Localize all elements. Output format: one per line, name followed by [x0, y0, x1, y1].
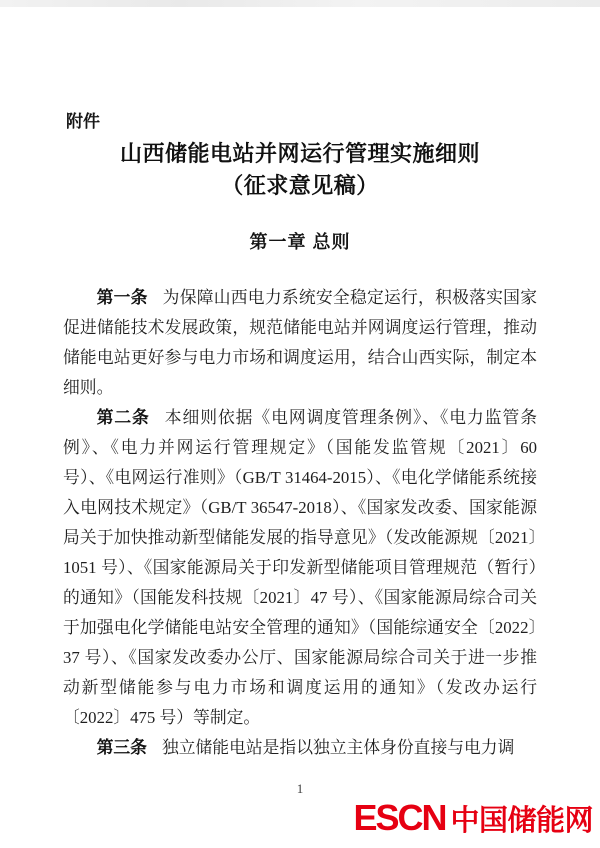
article-1-number: 第一条 — [96, 288, 148, 307]
page-number: 1 — [296, 781, 304, 796]
document-subtitle: （征求意见稿） — [221, 173, 379, 198]
paragraph-article-2 — [63, 403, 537, 733]
paragraph-article-3 — [63, 733, 537, 763]
scan-artifact-band — [0, 0, 600, 7]
attachment-label: 附件 — [66, 112, 100, 131]
article-1-text: 为保障山西电力系统安全稳定运行，积极落实国家促进储能技术发展政策，规范储能电站并网调度运行管理，推动储能电站更好参与电力市场和调度运用，结合山西实际，制定本细则。 — [63, 288, 537, 397]
document-title: 山西储能电站并网运行管理实施细则 — [119, 141, 480, 166]
escn-logo-latin: ESCN — [353, 797, 446, 838]
article-2-number: 第二条 — [96, 408, 150, 427]
article-2-text: 本细则依据《电网调度管理条例》、《电力监管条例》、《电力并网运行管理规定》（国能发监管规〔2021〕60 号）、《电网运行准则》（GB/T 31464-2015）、《电化学储能系统接入电网技术规定》（GB/T 36547-2018）、《国家发改委、国家能源局关于加快推动新型储能发展的指导意见》（发改能源规〔2021〕1051 号）、《国家能源局关于印发新型储能项目管理规范（暂行）的通知》（国能发科技规〔2021〕47 号）、《国家能源局综合司关于加强电化学储能电站安全管理的通知》（国能综通安全〔2022〕37 号）、《国家发改委办公厅、国家能源局综合司关于进一步推动新型储能参与电力市场和调度运用的通知》（发改办运行〔2022〕475 号）等制定。 — [63, 408, 537, 727]
article-3-number: 第三条 — [96, 738, 147, 757]
escn-logo-chinese: 中国储能网 — [450, 805, 593, 837]
escn-logo — [353, 797, 593, 838]
paragraph-article-1 — [63, 283, 537, 403]
chapter-heading: 第一章 总则 — [249, 232, 351, 252]
article-3-text: 独立储能电站是指以独立主体身份直接与电力调 — [161, 738, 515, 757]
document-body — [63, 283, 537, 763]
